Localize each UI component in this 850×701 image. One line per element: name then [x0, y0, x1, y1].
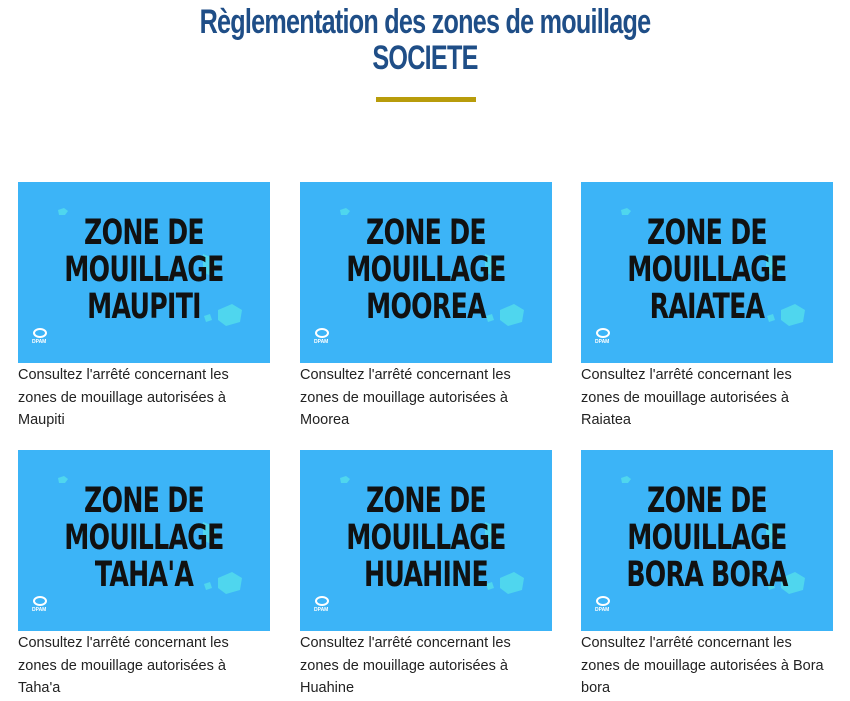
- thumbnail-title: ZONE DE MOUILLAGE MOOREA: [346, 213, 506, 327]
- card-caption[interactable]: [300, 364, 552, 432]
- card-caption-link[interactable]: Consultez l'arrêté concernant les zones de mouillage autorisées à Maupiti: [18, 367, 229, 428]
- card-caption[interactable]: [581, 632, 833, 700]
- card-caption[interactable]: [300, 632, 552, 700]
- thumbnail-title: ZONE DE MOUILLAGE BORA BORA: [626, 481, 788, 595]
- card-raiatea: [581, 182, 833, 432]
- card-thumbnail[interactable]: [18, 450, 270, 631]
- dpam-logo: DPAM: [32, 328, 52, 352]
- page-header: [0, 0, 850, 76]
- thumbnail-title: ZONE DE MOUILLAGE HUAHINE: [346, 481, 506, 595]
- card-thumbnail[interactable]: [18, 182, 270, 363]
- card-caption-link[interactable]: Consultez l'arrêté concernant les zones de mouillage autorisées à Moorea: [300, 367, 511, 428]
- page-subtitle: SOCIETE: [372, 39, 478, 77]
- thumbnail-title: ZONE DE MOUILLAGE RAIATEA: [627, 213, 787, 327]
- card-caption[interactable]: [18, 632, 270, 700]
- dpam-logo: DPAM: [314, 596, 334, 620]
- thumbnail-title: ZONE DE MOUILLAGE MAUPITI: [64, 213, 224, 327]
- title-underline: [376, 97, 476, 102]
- card-thumbnail[interactable]: [581, 182, 833, 363]
- card-huahine: [300, 450, 552, 700]
- card-tahaa: [18, 450, 270, 700]
- card-moorea: [300, 182, 552, 432]
- card-caption[interactable]: [581, 364, 833, 432]
- thumbnail-title: ZONE DE MOUILLAGE TAHA'A: [64, 481, 224, 595]
- dpam-logo: DPAM: [314, 328, 334, 352]
- card-thumbnail[interactable]: [300, 182, 552, 363]
- page-title: Règlementation des zones de mouillage: [199, 3, 651, 41]
- card-maupiti: [18, 182, 270, 432]
- dpam-logo: DPAM: [595, 328, 615, 352]
- card-caption-link[interactable]: Consultez l'arrêté concernant les zones de mouillage autorisées à Taha'a: [18, 635, 229, 696]
- card-caption-link[interactable]: Consultez l'arrêté concernant les zones de mouillage autorisées à Bora bora: [581, 635, 824, 696]
- card-caption-link[interactable]: Consultez l'arrêté concernant les zones de mouillage autorisées à Raiatea: [581, 367, 792, 428]
- card-caption-link[interactable]: Consultez l'arrêté concernant les zones de mouillage autorisées à Huahine: [300, 635, 511, 696]
- card-thumbnail[interactable]: [300, 450, 552, 631]
- dpam-logo: DPAM: [32, 596, 52, 620]
- dpam-logo: DPAM: [595, 596, 615, 620]
- card-thumbnail[interactable]: [581, 450, 833, 631]
- card-bora-bora: [581, 450, 833, 700]
- card-caption[interactable]: [18, 364, 270, 432]
